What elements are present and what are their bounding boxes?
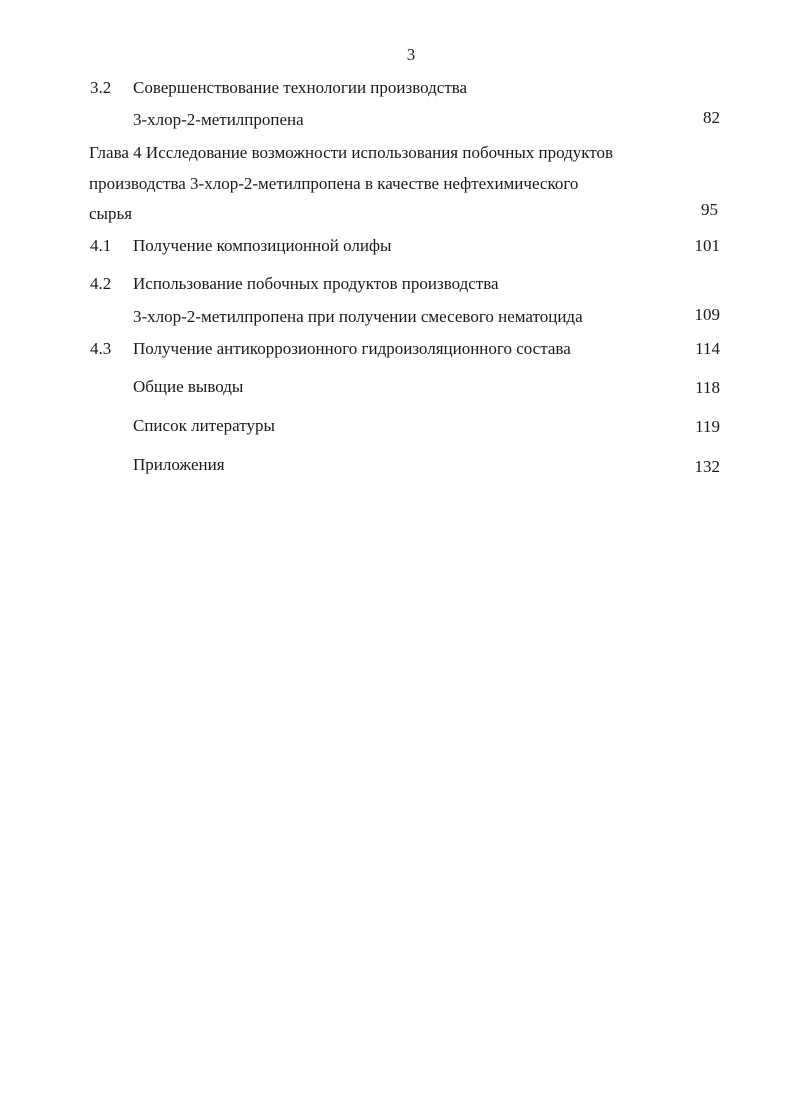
toc-entry-page: 101: [694, 236, 720, 255]
toc-entry-page: 82: [703, 108, 720, 127]
toc-entry-title: Приложения: [133, 455, 225, 474]
toc-entry-page: 114: [695, 339, 720, 358]
toc-entry-title: Список литературы: [133, 416, 275, 435]
toc-entry-page: 132: [694, 457, 720, 476]
toc-entry-number: 4.2: [90, 274, 112, 293]
page-number: 3: [406, 45, 416, 64]
toc-entry-title-line: Совершенствование технологии производства: [133, 78, 468, 97]
toc-entry-number: 4.3: [90, 339, 112, 358]
toc-entry-title: Получение антикоррозионного гидроизоляционного состава: [133, 339, 571, 358]
toc-entry-number: 3.2: [90, 78, 112, 97]
toc-entry-page: 95: [701, 200, 718, 219]
toc-entry-number: 4.1: [90, 236, 112, 255]
toc-entry-page: 118: [695, 378, 720, 397]
toc-entry-title-line: 3-хлор-2-метилпропена: [133, 110, 304, 129]
toc-entry-title: Общие выводы: [133, 377, 244, 396]
toc-entry-page: 119: [695, 417, 720, 436]
toc-entry-title: Получение композиционной олифы: [133, 236, 392, 255]
toc-entry-page: 109: [694, 305, 720, 324]
toc-entry-title-line: 3-хлор-2-метилпропена при получении смесевого нематоцида: [133, 307, 583, 326]
toc-entry-title-line: сырья: [89, 204, 133, 223]
toc-entry-title-line: производства 3-хлор-2-метилпропена в качестве нефтехимического: [89, 174, 579, 193]
toc-entry-title-line: Использование побочных продуктов производства: [133, 274, 499, 293]
toc-entry-title-line: Глава 4 Исследование возможности использования побочных продуктов: [89, 143, 614, 162]
